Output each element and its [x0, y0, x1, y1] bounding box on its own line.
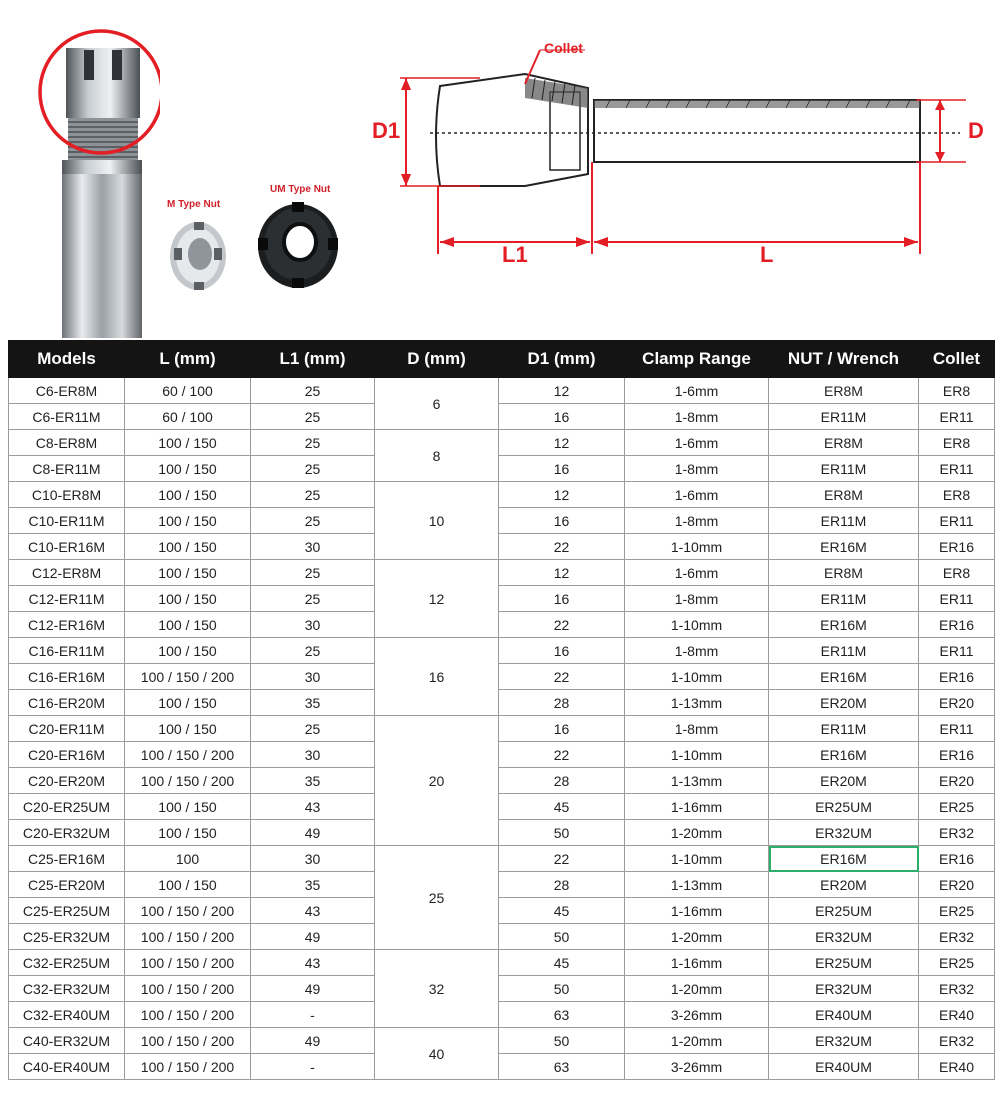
- d-cell: 12: [375, 560, 499, 638]
- model-cell: C12-ER8M: [9, 560, 125, 586]
- l1-cell: 25: [251, 404, 375, 430]
- d1-cell: 45: [499, 898, 625, 924]
- table-row: [9, 612, 995, 638]
- header-l1: L1 (mm): [251, 341, 375, 378]
- l-cell: 100 / 150: [125, 482, 251, 508]
- model-cell: C32-ER32UM: [9, 976, 125, 1002]
- d1-cell: 16: [499, 638, 625, 664]
- collet-cell: ER40: [919, 1054, 995, 1080]
- collet-cell: ER32: [919, 924, 995, 950]
- clamp-range-cell: 1-8mm: [625, 404, 769, 430]
- l-cell: 100 / 150: [125, 430, 251, 456]
- table-row: [9, 716, 995, 742]
- model-cell: C32-ER25UM: [9, 950, 125, 976]
- nut-wrench-cell: ER8M: [769, 430, 919, 456]
- d1-cell: 22: [499, 664, 625, 690]
- collet-cell: ER25: [919, 794, 995, 820]
- collet-cell: ER11: [919, 456, 995, 482]
- l1-cell: 49: [251, 820, 375, 846]
- table-row: [9, 560, 995, 586]
- nut-wrench-cell: ER8M: [769, 560, 919, 586]
- collet-cell: ER20: [919, 872, 995, 898]
- collet-cell: ER16: [919, 612, 995, 638]
- clamp-range-cell: 1-16mm: [625, 950, 769, 976]
- nut-wrench-cell: ER16M: [769, 534, 919, 560]
- d1-cell: 16: [499, 586, 625, 612]
- nut-wrench-cell: ER11M: [769, 586, 919, 612]
- nut-wrench-cell: ER11M: [769, 508, 919, 534]
- nut-wrench-cell: ER16M: [769, 846, 919, 872]
- clamp-range-cell: 3-26mm: [625, 1002, 769, 1028]
- clamp-range-cell: 1-16mm: [625, 794, 769, 820]
- collet-cell: ER16: [919, 846, 995, 872]
- l-cell: 100 / 150: [125, 456, 251, 482]
- l1-cell: 43: [251, 950, 375, 976]
- l-cell: 100 / 150: [125, 612, 251, 638]
- table-row: [9, 586, 995, 612]
- model-cell: C10-ER8M: [9, 482, 125, 508]
- clamp-range-cell: 1-8mm: [625, 586, 769, 612]
- clamp-range-cell: 1-6mm: [625, 482, 769, 508]
- table-row: [9, 1054, 995, 1080]
- model-cell: C10-ER16M: [9, 534, 125, 560]
- collet-cell: ER32: [919, 1028, 995, 1054]
- d1-cell: 16: [499, 716, 625, 742]
- spec-table: [8, 340, 995, 1080]
- d-cell: 20: [375, 716, 499, 846]
- nut-wrench-cell: ER25UM: [769, 794, 919, 820]
- d1-cell: 12: [499, 430, 625, 456]
- d-label: D: [968, 118, 984, 143]
- model-cell: C16-ER20M: [9, 690, 125, 716]
- collet-cell: ER11: [919, 586, 995, 612]
- clamp-range-cell: 1-20mm: [625, 924, 769, 950]
- l-cell: 100 / 150 / 200: [125, 742, 251, 768]
- model-cell: C6-ER8M: [9, 378, 125, 404]
- l1-cell: 25: [251, 586, 375, 612]
- d1-cell: 12: [499, 482, 625, 508]
- table-header-row: [9, 341, 995, 378]
- l1-cell: 25: [251, 508, 375, 534]
- nut-wrench-cell: ER11M: [769, 404, 919, 430]
- collet-cell: ER16: [919, 664, 995, 690]
- um-type-nut-image: [252, 198, 344, 292]
- collet-cell: ER11: [919, 404, 995, 430]
- clamp-range-cell: 1-6mm: [625, 430, 769, 456]
- nut-wrench-cell: ER32UM: [769, 1028, 919, 1054]
- nut-wrench-cell: ER40UM: [769, 1054, 919, 1080]
- collet-cell: ER32: [919, 820, 995, 846]
- l-cell: 100 / 150: [125, 716, 251, 742]
- l1-cell: 25: [251, 560, 375, 586]
- nut-wrench-cell: ER8M: [769, 482, 919, 508]
- table-row: [9, 664, 995, 690]
- clamp-range-cell: 1-10mm: [625, 664, 769, 690]
- product-illustration-area: [0, 0, 1000, 338]
- model-cell: C16-ER16M: [9, 664, 125, 690]
- collet-cell: ER8: [919, 560, 995, 586]
- nut-wrench-cell: ER16M: [769, 612, 919, 638]
- l-cell: 100 / 150 / 200: [125, 950, 251, 976]
- clamp-range-cell: 1-8mm: [625, 638, 769, 664]
- collet-cell: ER40: [919, 1002, 995, 1028]
- l-cell: 100 / 150: [125, 508, 251, 534]
- collet-cell: ER11: [919, 716, 995, 742]
- table-row: [9, 742, 995, 768]
- nut-wrench-cell: ER16M: [769, 742, 919, 768]
- clamp-range-cell: 1-6mm: [625, 560, 769, 586]
- nut-wrench-cell: ER11M: [769, 716, 919, 742]
- nut-wrench-cell: ER11M: [769, 456, 919, 482]
- l1-cell: 35: [251, 872, 375, 898]
- table-row: [9, 690, 995, 716]
- nut-wrench-cell: ER20M: [769, 768, 919, 794]
- d-cell: 32: [375, 950, 499, 1028]
- l1-cell: 25: [251, 482, 375, 508]
- d1-cell: 50: [499, 1028, 625, 1054]
- nut-wrench-cell: ER20M: [769, 690, 919, 716]
- d1-cell: 63: [499, 1002, 625, 1028]
- model-cell: C20-ER11M: [9, 716, 125, 742]
- l1-cell: 49: [251, 1028, 375, 1054]
- nut-wrench-cell: ER25UM: [769, 950, 919, 976]
- clamp-range-cell: 1-20mm: [625, 976, 769, 1002]
- collet-cell: ER8: [919, 430, 995, 456]
- table-row: [9, 404, 995, 430]
- header-l: L (mm): [125, 341, 251, 378]
- d-cell: 40: [375, 1028, 499, 1080]
- nut-wrench-cell: ER20M: [769, 872, 919, 898]
- model-cell: C12-ER11M: [9, 586, 125, 612]
- l-cell: 100 / 150 / 200: [125, 898, 251, 924]
- l1-cell: 25: [251, 638, 375, 664]
- l-cell: 100 / 150 / 200: [125, 976, 251, 1002]
- table-row: [9, 482, 995, 508]
- table-row: [9, 638, 995, 664]
- d-cell: 16: [375, 638, 499, 716]
- l1-cell: 43: [251, 794, 375, 820]
- d1-cell: 45: [499, 794, 625, 820]
- d1-cell: 16: [499, 456, 625, 482]
- l1-cell: 30: [251, 612, 375, 638]
- model-cell: C12-ER16M: [9, 612, 125, 638]
- model-cell: C16-ER11M: [9, 638, 125, 664]
- l1-cell: 30: [251, 534, 375, 560]
- l1-cell: 25: [251, 716, 375, 742]
- collet-label: Collet: [544, 40, 583, 56]
- l-cell: 100 / 150 / 200: [125, 768, 251, 794]
- l-cell: 100 / 150: [125, 872, 251, 898]
- nut-wrench-cell: ER16M: [769, 664, 919, 690]
- clamp-range-cell: 1-8mm: [625, 456, 769, 482]
- l1-cell: 25: [251, 456, 375, 482]
- clamp-range-cell: 1-8mm: [625, 508, 769, 534]
- table-row: [9, 872, 995, 898]
- l1-cell: 35: [251, 768, 375, 794]
- table-row: [9, 768, 995, 794]
- table-row: [9, 378, 995, 404]
- d1-cell: 50: [499, 976, 625, 1002]
- model-cell: C20-ER32UM: [9, 820, 125, 846]
- table-row: [9, 534, 995, 560]
- d1-cell: 16: [499, 404, 625, 430]
- collet-cell: ER32: [919, 976, 995, 1002]
- l1-label: L1: [502, 242, 528, 267]
- l-cell: 100: [125, 846, 251, 872]
- header-d: D (mm): [375, 341, 499, 378]
- l1-cell: 35: [251, 690, 375, 716]
- m-type-nut-label: M Type Nut: [167, 199, 221, 210]
- d-cell: 10: [375, 482, 499, 560]
- d1-cell: 22: [499, 742, 625, 768]
- l-cell: 100 / 150: [125, 794, 251, 820]
- model-cell: C20-ER20M: [9, 768, 125, 794]
- clamp-range-cell: 1-13mm: [625, 872, 769, 898]
- l1-cell: 43: [251, 898, 375, 924]
- clamp-range-cell: 1-16mm: [625, 898, 769, 924]
- d1-cell: 50: [499, 820, 625, 846]
- d1-cell: 28: [499, 690, 625, 716]
- clamp-range-cell: 1-10mm: [625, 612, 769, 638]
- l-cell: 100 / 150: [125, 560, 251, 586]
- model-cell: C8-ER8M: [9, 430, 125, 456]
- nut-wrench-cell: ER32UM: [769, 976, 919, 1002]
- model-cell: C25-ER20M: [9, 872, 125, 898]
- clamp-range-cell: 3-26mm: [625, 1054, 769, 1080]
- d1-cell: 16: [499, 508, 625, 534]
- table-row: [9, 508, 995, 534]
- clamp-range-cell: 1-13mm: [625, 768, 769, 794]
- l1-cell: 30: [251, 846, 375, 872]
- table-row: [9, 924, 995, 950]
- tool-holder-image: [0, 0, 160, 338]
- m-type-nut-image: [162, 214, 234, 298]
- l1-cell: 30: [251, 742, 375, 768]
- nut-wrench-cell: ER11M: [769, 638, 919, 664]
- d1-cell: 28: [499, 768, 625, 794]
- model-cell: C20-ER16M: [9, 742, 125, 768]
- table-row: [9, 1028, 995, 1054]
- header-nut-wrench: NUT / Wrench: [769, 341, 919, 378]
- collet-cell: ER11: [919, 508, 995, 534]
- d1-cell: 63: [499, 1054, 625, 1080]
- header-collet: Collet: [919, 341, 995, 378]
- model-cell: C32-ER40UM: [9, 1002, 125, 1028]
- clamp-range-cell: 1-20mm: [625, 820, 769, 846]
- nut-wrench-cell: ER25UM: [769, 898, 919, 924]
- table-row: [9, 456, 995, 482]
- collet-cell: ER16: [919, 742, 995, 768]
- table-row: [9, 950, 995, 976]
- l1-cell: -: [251, 1054, 375, 1080]
- table-row: [9, 898, 995, 924]
- collet-cell: ER25: [919, 950, 995, 976]
- l-cell: 60 / 100: [125, 404, 251, 430]
- clamp-range-cell: 1-8mm: [625, 716, 769, 742]
- d1-cell: 12: [499, 560, 625, 586]
- l-label: L: [760, 242, 774, 267]
- l1-cell: 49: [251, 976, 375, 1002]
- l-cell: 100 / 150 / 200: [125, 1054, 251, 1080]
- l-cell: 100 / 150: [125, 638, 251, 664]
- nut-wrench-cell: ER32UM: [769, 820, 919, 846]
- collet-cell: ER20: [919, 690, 995, 716]
- table-body: [9, 378, 995, 1080]
- clamp-range-cell: 1-10mm: [625, 534, 769, 560]
- model-cell: C20-ER25UM: [9, 794, 125, 820]
- d1-label: D1: [372, 118, 401, 143]
- clamp-range-cell: 1-13mm: [625, 690, 769, 716]
- model-cell: C40-ER32UM: [9, 1028, 125, 1054]
- l1-cell: 30: [251, 664, 375, 690]
- model-cell: C25-ER25UM: [9, 898, 125, 924]
- table-row: [9, 1002, 995, 1028]
- l1-cell: 49: [251, 924, 375, 950]
- d1-cell: 50: [499, 924, 625, 950]
- model-cell: C40-ER40UM: [9, 1054, 125, 1080]
- d1-cell: 22: [499, 846, 625, 872]
- collet-cell: ER16: [919, 534, 995, 560]
- l-cell: 100 / 150: [125, 534, 251, 560]
- table-row: [9, 976, 995, 1002]
- d-cell: 6: [375, 378, 499, 430]
- clamp-range-cell: 1-10mm: [625, 742, 769, 768]
- l-cell: 60 / 100: [125, 378, 251, 404]
- d1-cell: 28: [499, 872, 625, 898]
- d-cell: 8: [375, 430, 499, 482]
- collet-cell: ER8: [919, 482, 995, 508]
- d1-cell: 22: [499, 534, 625, 560]
- collet-cell: ER20: [919, 768, 995, 794]
- model-cell: C25-ER32UM: [9, 924, 125, 950]
- l-cell: 100 / 150 / 200: [125, 664, 251, 690]
- clamp-range-cell: 1-10mm: [625, 846, 769, 872]
- header-d1: D1 (mm): [499, 341, 625, 378]
- model-cell: C25-ER16M: [9, 846, 125, 872]
- l-cell: 100 / 150: [125, 586, 251, 612]
- l-cell: 100 / 150 / 200: [125, 1002, 251, 1028]
- l-cell: 100 / 150 / 200: [125, 924, 251, 950]
- l-cell: 100 / 150: [125, 690, 251, 716]
- nut-wrench-cell: ER40UM: [769, 1002, 919, 1028]
- nut-wrench-cell: ER8M: [769, 378, 919, 404]
- d1-cell: 22: [499, 612, 625, 638]
- l1-cell: 25: [251, 430, 375, 456]
- model-cell: C8-ER11M: [9, 456, 125, 482]
- d1-cell: 12: [499, 378, 625, 404]
- clamp-range-cell: 1-20mm: [625, 1028, 769, 1054]
- model-cell: C10-ER11M: [9, 508, 125, 534]
- tool-holder-photo: [0, 0, 160, 338]
- dimension-diagram: [360, 36, 1000, 296]
- d1-cell: 45: [499, 950, 625, 976]
- header-models: Models: [9, 341, 125, 378]
- table-row: [9, 846, 995, 872]
- l-cell: 100 / 150: [125, 820, 251, 846]
- table-row: [9, 794, 995, 820]
- spec-table-container: [8, 340, 994, 1080]
- table-row: [9, 820, 995, 846]
- nut-wrench-cell: ER32UM: [769, 924, 919, 950]
- table-row: [9, 430, 995, 456]
- header-clamp-range: Clamp Range: [625, 341, 769, 378]
- l1-cell: -: [251, 1002, 375, 1028]
- l-cell: 100 / 150 / 200: [125, 1028, 251, 1054]
- clamp-range-cell: 1-6mm: [625, 378, 769, 404]
- model-cell: C6-ER11M: [9, 404, 125, 430]
- collet-cell: ER8: [919, 378, 995, 404]
- collet-cell: ER11: [919, 638, 995, 664]
- d-cell: 25: [375, 846, 499, 950]
- collet-cell: ER25: [919, 898, 995, 924]
- l1-cell: 25: [251, 378, 375, 404]
- um-type-nut-label: UM Type Nut: [270, 184, 331, 195]
